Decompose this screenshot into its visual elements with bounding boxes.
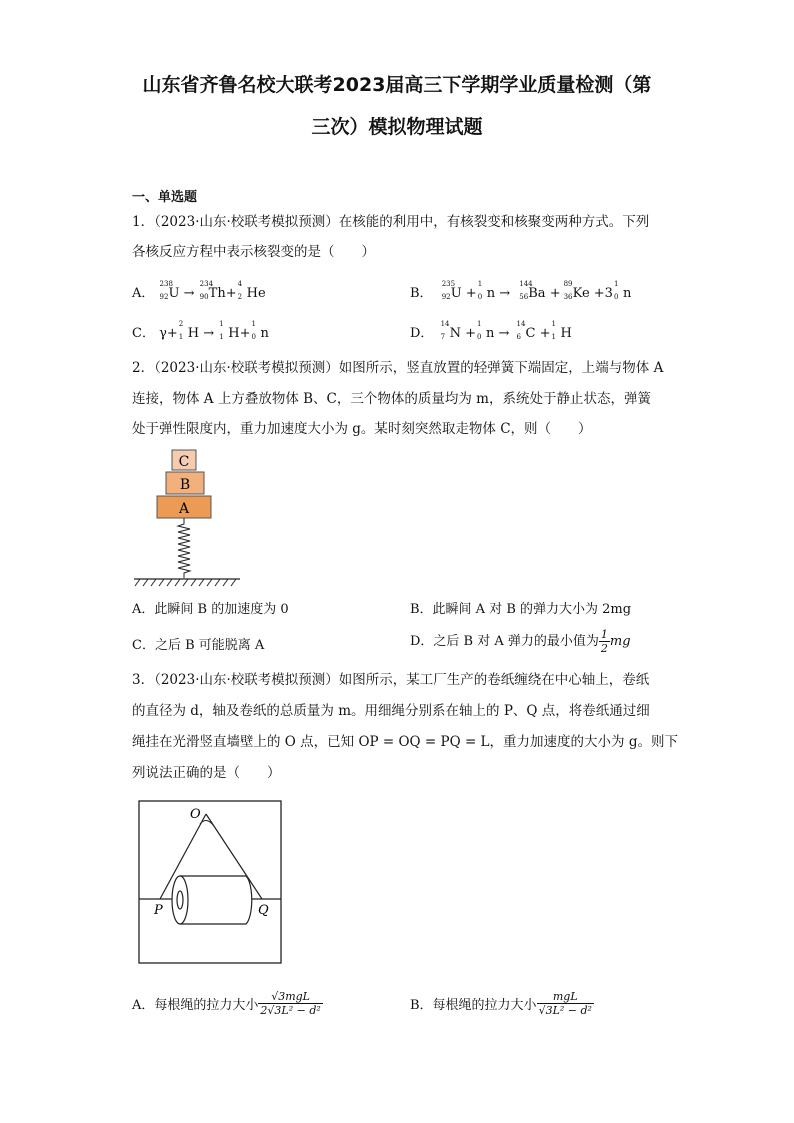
mass-number: 1 bbox=[477, 280, 483, 288]
block-b-label: B bbox=[179, 477, 191, 493]
q2-option-d[interactable] bbox=[410, 628, 631, 655]
atomic-number: 92 bbox=[159, 293, 169, 301]
mass-number: 1 bbox=[476, 320, 482, 328]
section-heading: 一、单选题 bbox=[132, 190, 198, 205]
q3-stem-line2: 的直径为 d，轴及卷纸的总质量为 m。用细绳分别系在轴上的 P、Q 点，将卷纸通过细 bbox=[132, 703, 650, 719]
mass-number: 89 bbox=[563, 280, 573, 288]
ground-hatching bbox=[135, 579, 236, 586]
q1-option-a[interactable]: A． 238 92 U → 234 90 Th+ 4 2 He bbox=[132, 280, 266, 301]
option-label: D． bbox=[410, 326, 434, 341]
atomic-number: 1 bbox=[178, 333, 184, 341]
option-a-fraction bbox=[258, 990, 322, 1017]
mass-number: 1 bbox=[551, 320, 556, 328]
fraction-numerator: 1 bbox=[600, 628, 608, 641]
option-b-fraction bbox=[537, 990, 594, 1017]
block-c-label: C bbox=[178, 454, 190, 470]
q3-stem-line3: 绳挂在光滑竖直墙壁上的 O 点，已知 OP = OQ = PQ = L，重力加速度的大小为 g。则下 bbox=[132, 734, 678, 750]
q1-option-c[interactable]: C． γ+ 2 1 H → 1 1 H+ 1 0 n bbox=[132, 320, 269, 341]
q2-option-a[interactable]: A．此瞬间 B 的加速度为 0 bbox=[132, 602, 289, 617]
mass-number: 1 bbox=[251, 320, 256, 328]
fraction-denominator: 2√3L² − d² bbox=[260, 1004, 321, 1017]
atomic-number: 92 bbox=[441, 293, 451, 301]
atomic-number: 0 bbox=[476, 333, 482, 341]
q2-stem-line2: 连接，物体 A 上方叠放物体 B、C，三个物体的质量均为 m，系统处于静止状态，弹簧 bbox=[132, 391, 651, 407]
q2-option-b[interactable]: B．此瞬间 A 对 B 的弹力大小为 2mg bbox=[410, 602, 632, 617]
point-o-label: O bbox=[190, 807, 201, 822]
q3-option-a[interactable] bbox=[132, 990, 323, 1017]
atomic-number: 90 bbox=[199, 293, 209, 301]
q1-option-d[interactable]: D． 14 7 N + 1 0 n → 14 6 C + 1 1 H bbox=[410, 320, 572, 341]
atomic-number: 1 bbox=[219, 333, 224, 341]
q2-stem-line1: 2．（2023·山东·校联考模拟预测）如图所示，竖直放置的轻弹簧下端固定，上端与物体 A bbox=[132, 360, 664, 376]
spring bbox=[178, 518, 190, 578]
atomic-number: 1 bbox=[551, 333, 556, 341]
paper-roll-figure bbox=[138, 800, 284, 966]
option-d-text: D．之后 B 对 A 弹力的最小值为 bbox=[410, 634, 599, 649]
q3-stem-line4: 列说法正确的是（ ） bbox=[132, 765, 281, 781]
atomic-number: 0 bbox=[613, 293, 619, 301]
atomic-number: 36 bbox=[563, 293, 573, 301]
q3-stem-line1: 3．（2023·山东·校联考模拟预测）如图所示，某工厂生产的卷纸缠绕在中心轴上，卷纸 bbox=[132, 672, 650, 688]
q1-option-b[interactable]: B． 235 92 U + 1 0 n → 144 56 Ba + 89 36 Ke +3 1 0 n bbox=[410, 280, 632, 301]
fraction-denominator: 2 bbox=[600, 642, 608, 655]
paper-roll bbox=[172, 876, 252, 924]
atomic-number: 2 bbox=[237, 293, 243, 301]
atomic-number: 0 bbox=[477, 293, 483, 301]
option-label: A． bbox=[132, 286, 155, 301]
option-b-text: B．每根绳的拉力大小 bbox=[410, 998, 537, 1013]
arc-top bbox=[200, 820, 214, 826]
option-label: B． bbox=[410, 286, 433, 301]
atomic-number: 0 bbox=[251, 333, 256, 341]
mass-number: 1 bbox=[613, 280, 619, 288]
fraction-numerator: √3mgL bbox=[258, 990, 322, 1004]
fraction-denominator: √3L² − d² bbox=[538, 1004, 592, 1017]
mass-number: 4 bbox=[237, 280, 243, 288]
doc-title-line1: 山东省齐鲁名校大联考2023届高三下学期学业质量检测（第 bbox=[142, 74, 652, 96]
fraction-half bbox=[599, 628, 610, 655]
point-q-label: Q bbox=[258, 903, 269, 918]
atomic-number: 7 bbox=[440, 333, 446, 341]
option-a-text: A．每根绳的拉力大小 bbox=[132, 998, 259, 1013]
fraction-numerator: mgL bbox=[537, 990, 594, 1004]
q2-option-c[interactable]: C．之后 B 可能脱离 A bbox=[132, 638, 265, 653]
q1-stem-line2: 各核反应方程中表示核裂变的是（ ） bbox=[132, 244, 375, 260]
mass-number: 235 bbox=[441, 280, 456, 288]
q1-stem-line1: 1．（2023·山东·校联考模拟预测）在核能的利用中，有核裂变和核聚变两种方式。下列 bbox=[132, 214, 650, 230]
atomic-number: 56 bbox=[519, 293, 529, 301]
spring-blocks-figure bbox=[130, 446, 250, 590]
atomic-number: 6 bbox=[516, 333, 521, 341]
block-a-label: A bbox=[178, 501, 190, 517]
mass-number: 14 bbox=[516, 320, 526, 328]
mass-number: 144 bbox=[519, 280, 533, 288]
q2-stem-line3: 处于弹性限度内，重力加速度大小为 g。某时刻突然取走物体 C，则（ ） bbox=[132, 421, 592, 437]
mass-number: 238 bbox=[159, 280, 173, 288]
mass-number: 234 bbox=[199, 280, 214, 288]
mass-number: 14 bbox=[440, 320, 450, 328]
point-p-label: P bbox=[154, 903, 163, 918]
option-label: C． bbox=[132, 326, 155, 341]
q3-option-b[interactable] bbox=[410, 990, 594, 1017]
mass-number: 1 bbox=[219, 320, 224, 328]
doc-title-line2: 三次）模拟物理试题 bbox=[311, 116, 483, 138]
mass-number: 2 bbox=[178, 320, 184, 328]
option-d-unit: mg bbox=[609, 634, 631, 649]
